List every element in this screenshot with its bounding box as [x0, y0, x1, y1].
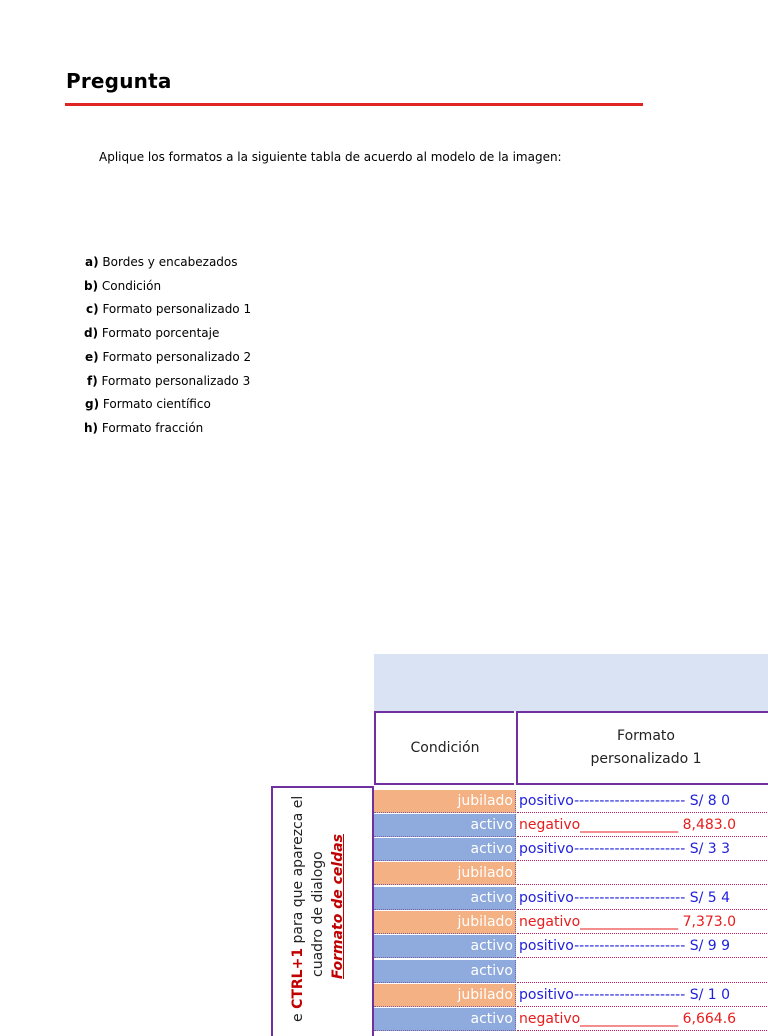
- cell-formato[interactable]: [517, 960, 768, 983]
- header-formato-line1: Formato: [617, 728, 675, 744]
- cell-formato[interactable]: positivo---------------------- S/ 9 9: [517, 935, 768, 958]
- option-item: b) Condición: [84, 279, 162, 293]
- table-row: [374, 862, 768, 886]
- table-row: [374, 790, 768, 814]
- table-row: [374, 960, 768, 984]
- cell-condicion[interactable]: activo: [374, 887, 516, 910]
- header-condicion: Condición: [374, 711, 514, 785]
- cell-formato[interactable]: positivo---------------------- S/ 8 0: [517, 790, 768, 813]
- table-row: [374, 984, 768, 1008]
- cell-formato[interactable]: positivo---------------------- S/ 3 3: [517, 838, 768, 861]
- option-item: h) Formato fracción: [84, 421, 204, 435]
- cell-formato[interactable]: negativo______________ 7,373.0: [517, 911, 768, 934]
- option-item: g) Formato científico: [85, 397, 211, 411]
- option-item: d) Formato porcentaje: [84, 326, 220, 340]
- cell-condicion[interactable]: jubilado: [374, 862, 516, 885]
- option-item: c) Formato personalizado 1: [86, 302, 252, 316]
- cell-condicion[interactable]: jubilado: [374, 984, 516, 1007]
- cell-formato[interactable]: positivo---------------------- S/ 5 4: [517, 887, 768, 910]
- cell-condicion[interactable]: activo: [374, 1008, 516, 1031]
- option-item: f) Formato personalizado 3: [87, 374, 251, 388]
- cell-formato[interactable]: negativo______________ 6,664.6: [517, 1008, 768, 1031]
- table-row: [374, 1008, 768, 1032]
- cell-formato[interactable]: positivo---------------------- S/ 1 0: [517, 984, 768, 1007]
- header-formato-line2: personalizado 1: [590, 751, 702, 767]
- cell-formato[interactable]: negativo______________ 8,483.0: [517, 814, 768, 837]
- cell-condicion[interactable]: jubilado: [374, 911, 516, 934]
- table-row: [374, 911, 768, 935]
- table-row: [374, 935, 768, 959]
- dialog-name: Formato de celdas: [330, 833, 346, 979]
- table-row: [374, 838, 768, 862]
- title-underline: [65, 103, 643, 106]
- cell-condicion[interactable]: jubilado: [374, 790, 516, 813]
- cell-condicion[interactable]: activo: [374, 960, 516, 983]
- table-title-band: [374, 654, 768, 711]
- cell-condicion[interactable]: activo: [374, 935, 516, 958]
- cell-condicion[interactable]: activo: [374, 814, 516, 837]
- cell-formato[interactable]: [517, 862, 768, 885]
- instruction-text: Aplique los formatos a la siguiente tabla de acuerdo al modelo de la imagen:: [99, 150, 562, 164]
- cell-condicion[interactable]: activo: [374, 838, 516, 861]
- option-item: a) Bordes y encabezados: [85, 255, 238, 269]
- table-row: [374, 887, 768, 911]
- shortcut-highlight: CTRL+1: [290, 947, 306, 1009]
- page-title: Pregunta: [66, 69, 172, 93]
- table-row: [374, 814, 768, 838]
- header-formato-personalizado: [516, 711, 768, 785]
- option-item: e) Formato personalizado 2: [85, 350, 252, 364]
